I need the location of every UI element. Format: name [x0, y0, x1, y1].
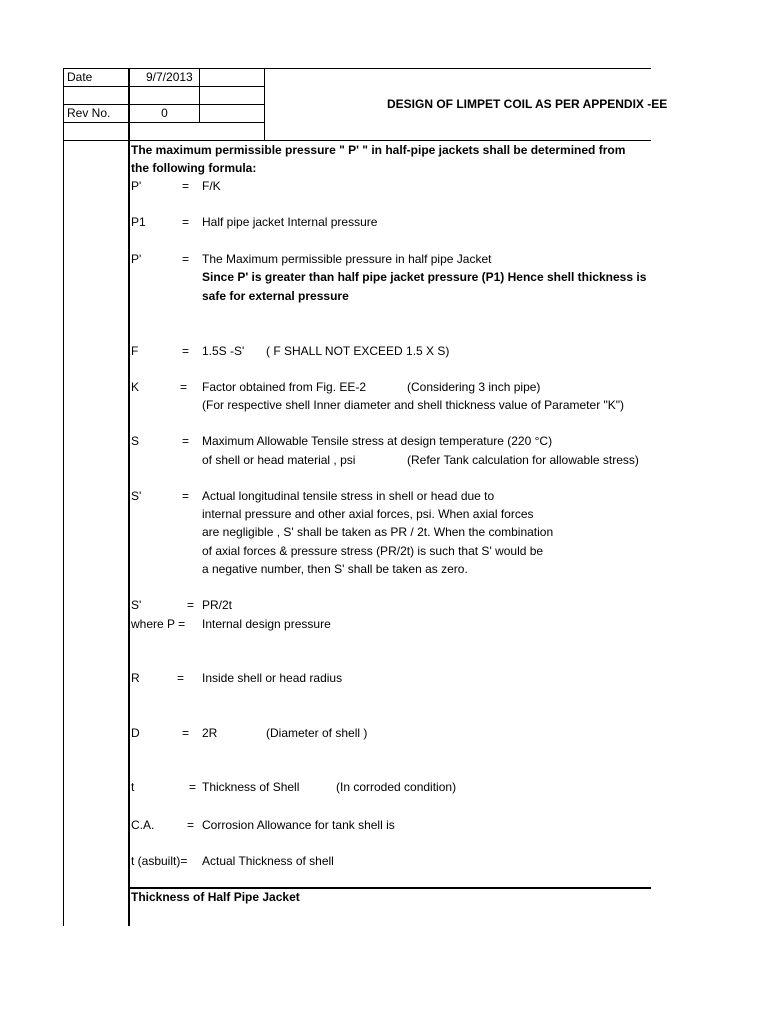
- t-text: Thickness of Shell: [202, 780, 300, 794]
- t-symbol: t: [131, 780, 135, 794]
- s-prime-line-5: a negative number, then S' shall be taken as zero.: [202, 562, 468, 576]
- grid-line-col3: [264, 68, 265, 140]
- s-prime-eq: =: [182, 489, 190, 503]
- ca-text: Corrosion Allowance for tank shell is: [202, 818, 395, 832]
- grid-line-left: [63, 68, 64, 926]
- t-eq: =: [189, 780, 197, 794]
- grid-line-header-bottom: [63, 140, 651, 141]
- k-note: (Considering 3 inch pipe): [407, 380, 541, 394]
- p-def-note-1: Since P' is greater than half pipe jacket pressure (P1) Hence shell thickness is: [202, 270, 647, 284]
- s-prime-formula-text: PR/2t: [202, 598, 233, 612]
- p-def-text: The Maximum permissible pressure in half pipe Jacket: [202, 252, 492, 266]
- rev-value: 0: [161, 106, 168, 120]
- where-p-text: Internal design pressure: [202, 617, 331, 631]
- s-prime-line-4: of axial forces & pressure stress (PR/2t) is such that S' would be: [202, 544, 544, 558]
- p1-symbol: P1: [131, 215, 146, 229]
- k-symbol: K: [131, 380, 140, 394]
- s-prime-formula-eq: =: [187, 598, 195, 612]
- d-symbol: D: [131, 726, 140, 740]
- grid-line-row1: [63, 86, 265, 87]
- r-text: Inside shell or head radius: [202, 671, 343, 685]
- section-title: Thickness of Half Pipe Jacket: [131, 890, 300, 904]
- grid-line-col2: [199, 68, 200, 122]
- s-symbol: S: [131, 434, 140, 448]
- s-eq: =: [182, 434, 190, 448]
- s-prime-line-3: are negligible , S' shall be taken as PR / 2t. When the combination: [202, 525, 554, 539]
- p-formula-eq: =: [182, 179, 190, 193]
- t-note: (In corroded condition): [336, 780, 457, 794]
- d-text: 2R: [202, 726, 218, 740]
- date-value: 9/7/2013: [146, 70, 193, 84]
- f-eq: =: [182, 344, 190, 358]
- document-title: DESIGN OF LIMPET COIL AS PER APPENDIX -EE: [387, 97, 668, 111]
- grid-line-row3: [63, 122, 265, 123]
- t-asbuilt-text: Actual Thickness of shell: [202, 854, 334, 868]
- intro-line-1: The maximum permissible pressure " P' " in half-pipe jackets shall be determined from: [131, 143, 626, 157]
- date-label: Date: [67, 70, 93, 84]
- f-note: ( F SHALL NOT EXCEED 1.5 X S): [266, 344, 450, 358]
- k-line-2: (For respective shell Inner diameter and shell thickness value of Parameter "K"): [202, 398, 625, 412]
- s-prime-formula-symbol: S': [131, 598, 142, 612]
- section-divider: [128, 887, 651, 889]
- t-asbuilt-symbol: t (asbuilt)=: [131, 854, 188, 868]
- s-line-2: of shell or head material , psi: [202, 453, 356, 467]
- p-def-symbol: P': [131, 252, 142, 266]
- f-symbol: F: [131, 344, 139, 358]
- s-prime-line-2: internal pressure and other axial forces, psi. When axial forces: [202, 507, 534, 521]
- k-text: Factor obtained from Fig. EE-2: [202, 380, 367, 394]
- k-eq: =: [180, 380, 188, 394]
- rev-label: Rev No.: [67, 106, 111, 120]
- p1-text: Half pipe jacket Internal pressure: [202, 215, 378, 229]
- ca-eq: =: [187, 818, 195, 832]
- grid-line-top: [63, 68, 651, 69]
- d-note: (Diameter of shell ): [266, 726, 368, 740]
- s-note: (Refer Tank calculation for allowable stress): [407, 453, 639, 467]
- grid-line-row2: [63, 104, 265, 105]
- s-prime-line-1: Actual longitudinal tensile stress in shell or head due to: [202, 489, 495, 503]
- f-text: 1.5S -S': [202, 344, 245, 358]
- d-eq: =: [182, 726, 190, 740]
- where-p-symbol: where P =: [131, 617, 186, 631]
- p-formula-text: F/K: [202, 179, 221, 193]
- r-eq: =: [177, 671, 185, 685]
- p1-eq: =: [182, 215, 190, 229]
- p-def-eq: =: [182, 252, 190, 266]
- ca-symbol: C.A.: [131, 818, 155, 832]
- p-formula-symbol: P': [131, 179, 142, 193]
- s-text: Maximum Allowable Tensile stress at design temperature (220 °C): [202, 434, 553, 448]
- grid-line-col1: [128, 68, 130, 926]
- intro-line-2: the following formula:: [131, 161, 257, 175]
- r-symbol: R: [131, 671, 140, 685]
- p-def-note-2: safe for external pressure: [202, 289, 349, 303]
- s-prime-symbol: S': [131, 489, 142, 503]
